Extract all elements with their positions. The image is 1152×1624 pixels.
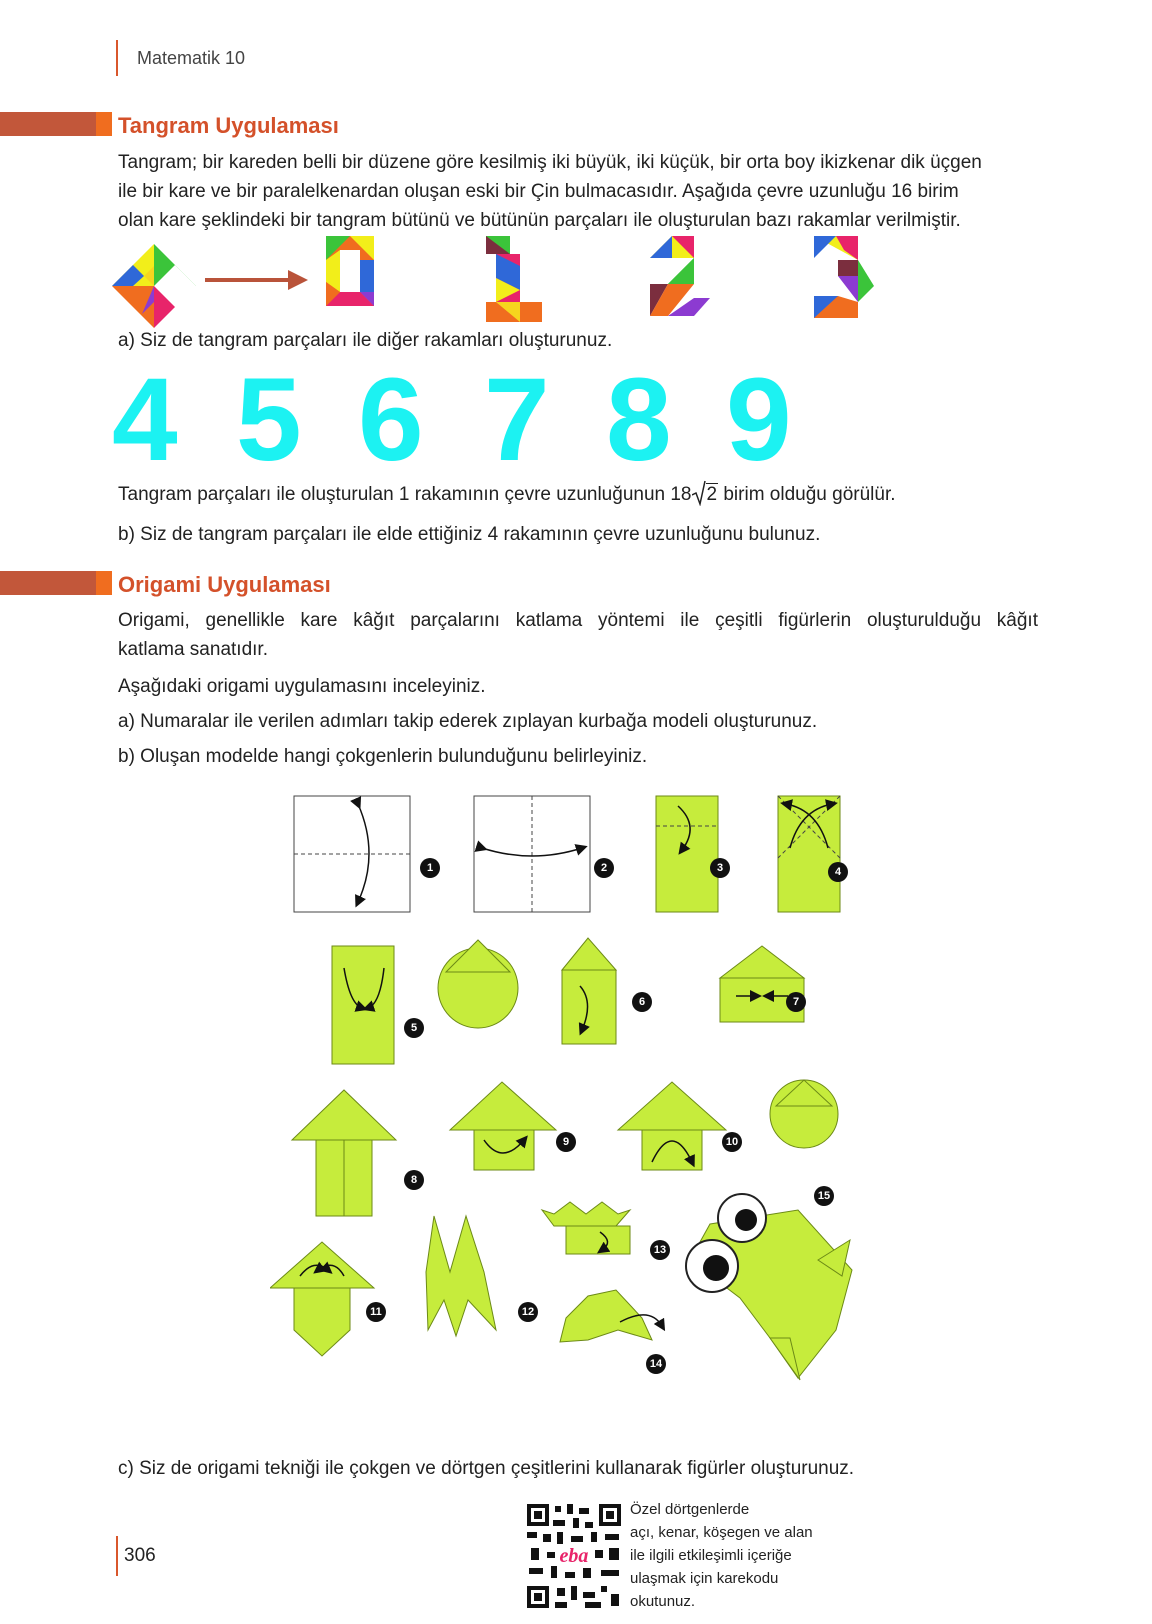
book-title: Matematik 10 [137,48,246,68]
tangram-figures [110,236,910,336]
origami-intro [118,606,1038,664]
perimeter-text-after: birim olduğu görülür. [718,484,896,505]
cyan-digit-row [112,368,832,468]
tangram-title: Tangram Uygulaması [118,113,339,138]
qr-code[interactable] [525,1502,623,1610]
step-badge: 14 [646,1354,666,1374]
tangram-two [650,236,710,316]
step-badge: 4 [828,862,848,882]
cyan-digit-7: 7 [484,368,550,468]
step-badge: 3 [710,858,730,878]
cyan-digit-6: 6 [358,368,424,468]
origami-intro-line-1: Origami, genellikle kare kâğıt parçalarını katlama yöntemi ile çeşitli figürlerin oluşturulduğu kâğıt [118,610,1038,631]
step-badge: 11 [366,1302,386,1322]
origami-question-a: a) Numaralar ile verilen adımları takip ederek zıplayan kurbağa modeli oluşturunuz. [118,711,818,732]
sqrt-value: 2 [706,484,718,505]
step-badge: 1 [420,858,440,878]
sqrt-symbol [692,484,719,506]
qr-note-line: okutunuz. [630,1593,696,1610]
tangram-question-b: b) Siz de tangram parçaları ile elde ettiğiniz 4 rakamının çevre uzunluğunu bulunuz. [118,524,821,545]
origami-diagram [270,790,910,1440]
step-badge: 13 [650,1240,670,1260]
step-badge: 5 [404,1018,424,1038]
step-badge: 12 [518,1302,538,1322]
eba-logo: eba [559,1545,589,1567]
step-badge: 6 [632,992,652,1012]
section-band [0,571,96,595]
section-marker [96,112,112,136]
perimeter-statement [118,484,896,506]
origami-title: Origami Uygulaması [118,572,331,597]
step-badge: 15 [814,1186,834,1206]
tangram-zero [326,236,374,306]
tangram-question-a: a) Siz de tangram parçaları ile diğer rakamları oluşturunuz. [118,330,613,351]
step-badge: 8 [404,1170,424,1190]
step-badge: 9 [556,1132,576,1152]
qr-note-line: açı, kenar, köşegen ve alan [630,1524,813,1541]
step-badge: 10 [722,1132,742,1152]
qr-note [630,1498,850,1613]
page-number: 306 [124,1545,156,1566]
tangram-square [112,244,196,328]
step-badge: 2 [594,858,614,878]
qr-note-line: ulaşmak için karekodu [630,1570,779,1587]
cyan-digit-8: 8 [606,368,672,468]
perimeter-text-before: Tangram parçaları ile oluşturulan 1 rakamının çevre uzunluğunun 18 [118,484,692,505]
cyan-digit-5: 5 [236,368,302,468]
section-marker [96,571,112,595]
tangram-intro-line-1: Tangram; bir kareden belli bir düzene göre kesilmiş iki büyük, iki küçük, bir orta boy ikizkenar dik üçgen [118,152,982,173]
origami-question-b: b) Oluşan modelde hangi çokgenlerin bulunduğunu belirleyiniz. [118,746,648,767]
footer-rule [116,1536,118,1576]
cyan-digit-4: 4 [112,368,178,468]
origami-question-c: c) Siz de origami tekniği ile çokgen ve dörtgen çeşitlerini kullanarak figürler oluşturunuz. [118,1458,855,1479]
tangram-intro [118,148,1038,235]
qr-note-line: ile ilgili etkileşimli içeriğe [630,1547,792,1564]
section-band [0,112,96,136]
tangram-intro-line-2: ile bir kare ve bir paralelkenardan oluşan eski bir Çin bulmacasıdır. Aşağıda çevre uzunluğu 16 birim [118,181,959,202]
tangram-one [486,236,542,322]
cyan-digit-9: 9 [726,368,792,468]
tangram-three [814,236,874,318]
origami-intro-line-2: katlama sanatıdır. [118,639,268,660]
origami-instruction: Aşağıdaki origami uygulamasını inceleyiniz. [118,676,486,697]
tangram-intro-line-3: olan kare şeklindeki bir tangram bütünü ve bütünün parçaları ile oluşturulan bazı rakamlar verilmiştir. [118,210,961,231]
qr-note-line: Özel dörtgenlerde [630,1501,750,1518]
step-badge: 7 [786,992,806,1012]
header-rule [116,40,118,76]
